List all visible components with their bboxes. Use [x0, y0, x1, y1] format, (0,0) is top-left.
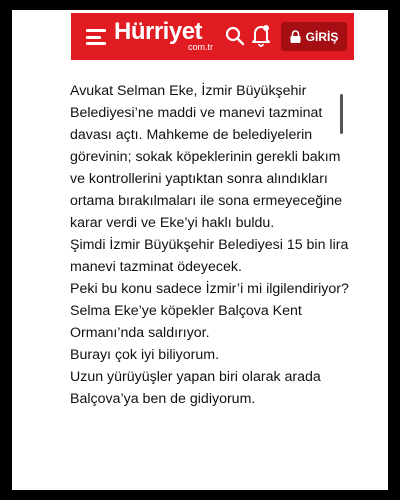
- logo-text: Hürriyet: [114, 18, 203, 45]
- bell-icon[interactable]: [250, 23, 272, 47]
- lock-icon: [290, 30, 301, 43]
- menu-icon[interactable]: [86, 29, 106, 45]
- login-button[interactable]: [281, 22, 347, 51]
- article-paragraph: Uzun yürüyüşler yapan biri olarak arada Balçova’ya ben de gidiyorum.: [70, 369, 321, 407]
- scrollbar[interactable]: [340, 94, 343, 134]
- screenshot-frame: [12, 10, 388, 490]
- article-paragraph: Şimdi İzmir Büyükşehir Belediyesi 15 bin lira manevi tazminat ödeyecek.: [70, 237, 349, 275]
- article-paragraph: Avukat Selman Eke, İzmir Büyükşehir Belediyesi’ne maddi ve manevi tazminat davası açtı. Mahkeme de belediyelerin görevinin; sokak köpeklerinin gerekli bakım ve kontrollerini yaptıktan sonra alındıkları ortama bırakılmaları ile sona ermeyeceğine karar verdi ve Eke’yi haklı buldu.: [70, 83, 343, 231]
- logo-subtext: com.tr: [188, 42, 214, 52]
- site-header: [71, 13, 354, 60]
- article-body: [70, 80, 350, 490]
- article-paragraph: Peki bu konu sadece İzmir’i mi ilgilendiriyor?: [70, 281, 349, 297]
- search-icon[interactable]: [225, 26, 245, 46]
- article-paragraph: Burayı çok iyi biliyorum.: [70, 347, 220, 363]
- article-paragraph: Selma Eke’ye köpekler Balçova Kent Ormanı’nda saldırıyor.: [70, 303, 302, 341]
- login-label: GİRİŞ: [305, 29, 339, 44]
- site-logo[interactable]: [114, 18, 234, 58]
